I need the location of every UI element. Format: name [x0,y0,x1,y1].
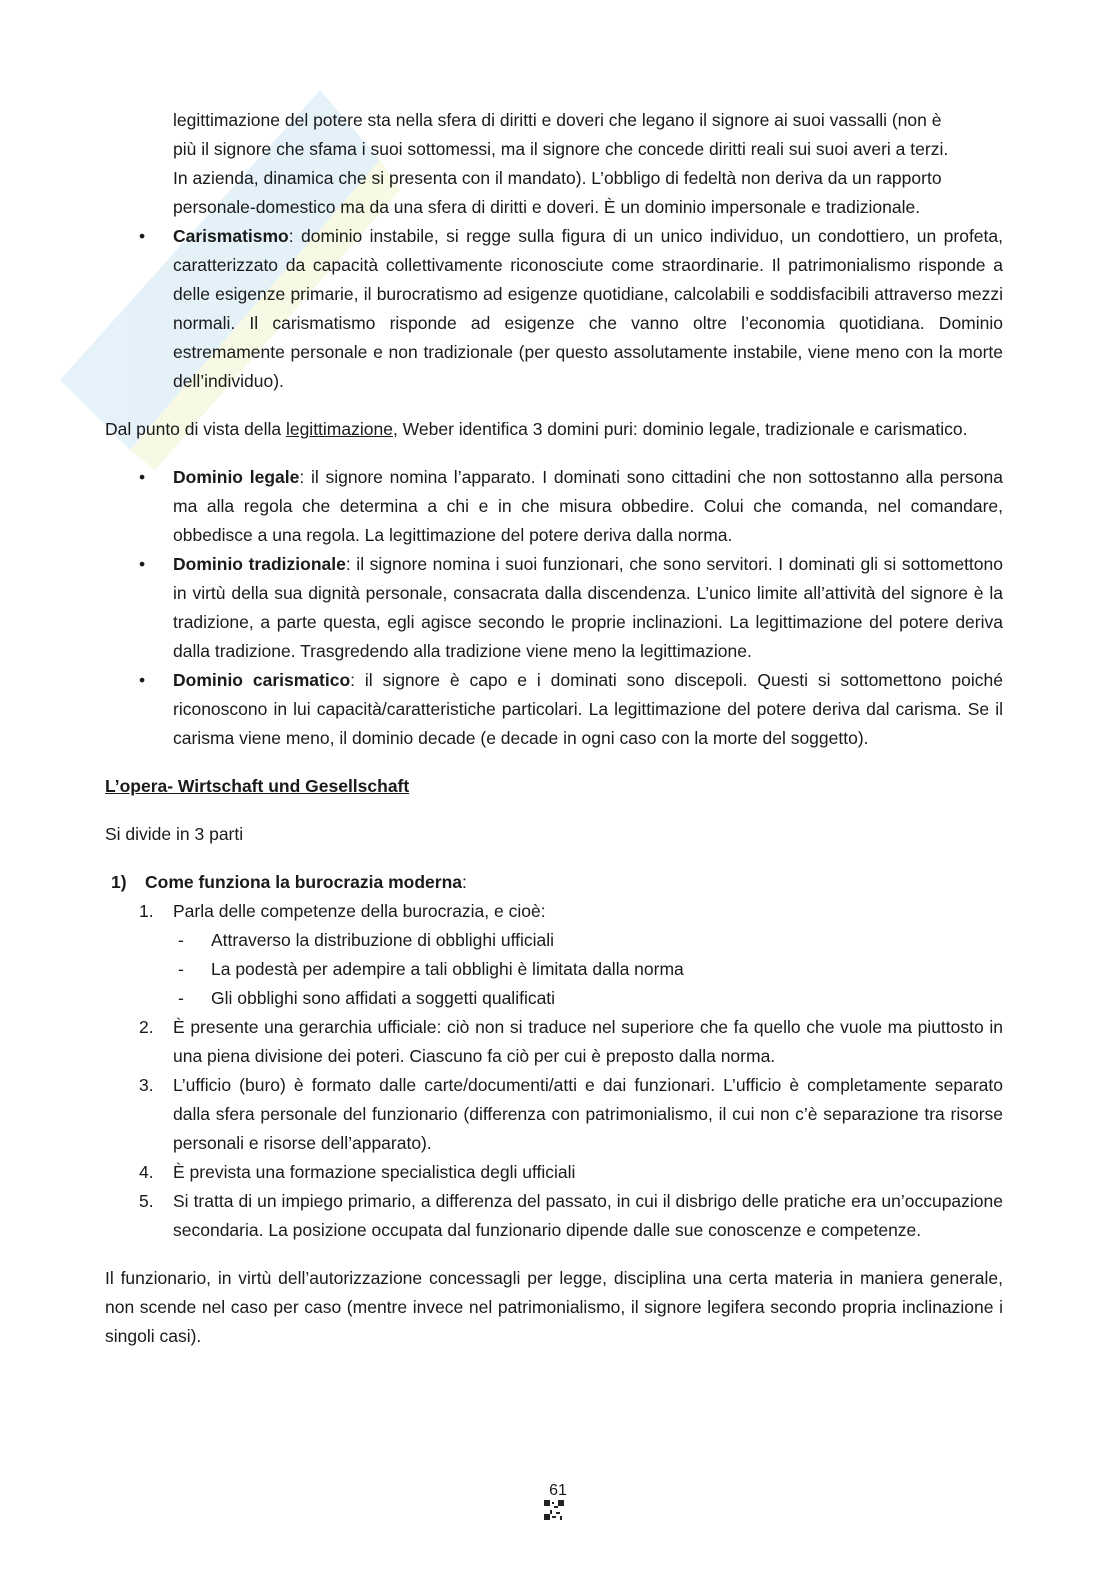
item-text: Parla delle competenze della burocrazia, e cioè: [173,901,546,921]
sub-item-text: La podestà per adempire a tali obblighi è limitata dalla norma [211,959,684,979]
sub-item [105,984,1003,1013]
sub-item-text: Attraverso la distribuzione di obblighi ufficiali [211,930,555,950]
section-title: L’opera- Wirtschaft und Gesellschaft [105,776,410,796]
numbered-list [105,897,1003,1245]
item-number: 3. [139,1075,154,1095]
part1-after: : [462,872,467,892]
item-number: 5. [139,1191,154,1211]
bullet-term: Dominio carismatico [173,670,351,690]
dash-marker: - [178,988,184,1008]
bullet-carismatismo [105,222,1003,396]
sub-item [105,926,1003,955]
bullet-term: Dominio legale [173,467,300,487]
bullet-icon: • [139,554,146,574]
dash-marker: - [178,930,184,950]
numbered-item [105,1158,1003,1187]
bullet-term: Carismatismo [173,226,289,246]
part1-number: 1) [111,872,127,892]
item-number: 2. [139,1017,154,1037]
numbered-item [105,897,1003,926]
bullet-dominio-legale [105,463,1003,550]
domini-list [105,463,1003,753]
bullet-text: : il signore nomina l’apparato. I dominati sono cittadini che non sottostanno alla persona ma alla regola che determina a chi e in che misura obbedire. Colui che comanda, nel comandare, obbedisce a una regola. La legittimazione del potere deriva dalla norma. [173,467,1003,545]
bullet-term: Dominio tradizionale [173,554,346,574]
legitimation-paragraph [105,415,1003,444]
intro-line: più il signore che sfama i suoi sottomessi, ma il signore che concede diritti reali sui suoi averi a terzi. [173,139,949,159]
item-text: Si tratta di un impiego primario, a differenza del passato, in cui il disbrigo delle pratiche era un’occupazione secondaria. La posizione occupata dal funzionario dipende dalle sue conoscenze e competenze. [173,1191,1003,1240]
bullet-dominio-carismatico [105,666,1003,753]
page-content [105,106,1003,1351]
qr-code-icon [544,1500,564,1520]
dash-marker: - [178,959,184,979]
item-text: È prevista una formazione specialistica degli ufficiali [173,1162,576,1182]
numbered-item [105,1187,1003,1245]
item-number: 4. [139,1162,154,1182]
legit-before: Dal punto di vista della [105,419,286,439]
sub-item-text: Gli obblighi sono affidati a soggetti qualificati [211,988,556,1008]
numbered-item [105,1071,1003,1158]
bullet-text: : il signore nomina i suoi funzionari, che sono servitori. I dominati gli si sottomettono in virtù della sua dignità personale, consacrata dalla discendenza. L’unico limite all’attività del signore è la tradizione, a parte questa, egli agisce secondo le proprie inclinazioni. La legittimazione del potere deriva dalla tradizione. Trasgredendo alla tradizione viene meno la legittimazione. [173,554,1003,661]
part1-title: Come funziona la burocrazia moderna [145,872,462,892]
intro-line: personale-domestico ma da una sfera di diritti e doveri. È un dominio impersonale e tradizionale. [173,197,921,217]
intro-line: legittimazione del potere sta nella sfera di diritti e doveri che legano il signore ai suoi vassalli (non è [173,110,942,130]
intro-paragraph [105,106,1003,222]
legit-underlined: legittimazione [285,419,393,439]
legit-after: , Weber identifica 3 domini puri: dominio legale, tradizionale e carismatico. [392,419,968,439]
intro-line: In azienda, dinamica che si presenta con il mandato). L’obbligo di fedeltà non deriva da un rapporto [173,168,942,188]
bullet-dominio-tradizionale [105,550,1003,666]
numbered-item [105,1013,1003,1071]
closing-paragraph: Il funzionario, in virtù dell’autorizzazione concessagli per legge, disciplina una certa materia in maniera generale, non scende nel caso per caso (mentre invece nel patrimonialismo, il signore legifera secondo propria inclinazione i singoli casi). [105,1268,1003,1346]
bullet-icon: • [139,226,146,246]
divide-text: Si divide in 3 parti [105,824,244,844]
bullet-text: : dominio instabile, si regge sulla figura di un unico individuo, un condottiero, un profeta, caratterizzato da capacità collettivamente riconosciute come straordinarie. Il patrimonialismo risponde a delle esigenze primarie, il burocratismo ad esigenze quotidiane, calcolabili e soddisfacibili attraverso mezzi normali. Il carismatismo risponde ad esigenze che vanno oltre l’economia quotidiana. Dominio estremamente personale e non tradizionale (per questo assolutamente instabile, viene meno con la morte dell’individuo). [173,226,1003,391]
bullet-text: : il signore è capo e i dominati sono discepoli. Questi si sottomettono poiché riconoscono in lui capacità/caratteristiche particolari. La legittimazione del potere deriva dal carisma. Se il carisma viene meno, il dominio decade (e decade in ogni caso con la morte del soggetto). [173,670,1003,748]
page-number: 61 [549,1482,567,1499]
bullet-icon: • [139,467,146,487]
part1-heading [105,868,1003,897]
bullet-icon: • [139,670,146,690]
item-text: È presente una gerarchia ufficiale: ciò non si traduce nel superiore che fa quello che vuole ma piuttosto in una piena divisione dei poteri. Ciascuno fa ciò per cui è preposto dalla norma. [173,1017,1003,1066]
sub-item [105,955,1003,984]
item-text: L’ufficio (buro) è formato dalle carte/documenti/atti e dai funzionari. L’ufficio è completamente separato dalla sfera personale del funzionario (differenza con patrimonialismo, il cui non c’è separazione tra risorse personali e risorse dell’apparato). [173,1075,1003,1153]
item-number: 1. [139,901,154,921]
